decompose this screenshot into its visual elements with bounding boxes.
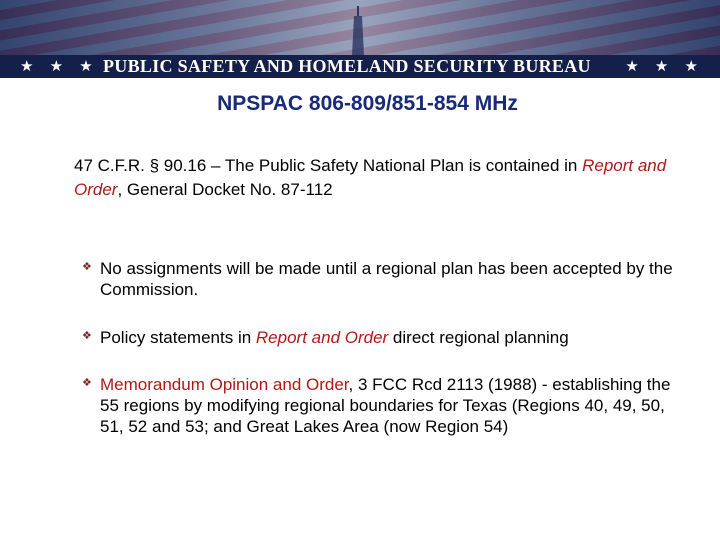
bureau-band	[0, 55, 720, 78]
bullet-memorandum: Memorandum Opinion and Order	[100, 375, 349, 394]
diamond-bullet-icon: ❖	[82, 377, 92, 389]
bullet-post: , 3 FCC Rcd 2113 (1988) - establishing the 55 regions by modifying regional boundaries for Texas (Regions 40, 49, 50, 51, 52 and 53; and Great Lakes Area (now Region 54)	[100, 375, 671, 436]
diamond-bullet-icon: ❖	[82, 330, 92, 342]
bullet-report-and-order: Report and Order	[255, 328, 389, 347]
bullet-text	[100, 327, 685, 348]
intro-text-2: , General Docket No. 87-112	[117, 180, 333, 199]
bullet-post: direct regional planning	[388, 328, 569, 347]
intro-report-and-order: Report and Order	[74, 156, 667, 199]
bullet-pre: Policy statements in	[100, 328, 256, 347]
header-banner	[0, 0, 720, 78]
bullet-text	[100, 374, 685, 437]
diamond-bullet-icon: ❖	[82, 261, 92, 273]
intro-paragraph	[74, 154, 674, 202]
slide-title: NPSPAC 806-809/851-854 MHz	[217, 92, 518, 115]
capitol-dome-icon	[350, 6, 366, 56]
intro-text-1: 47 C.F.R. § 90.16 – The Public Safety National Plan is contained in	[74, 156, 583, 175]
bullet-text: No assignments will be made until a regional plan has been accepted by the Commission.	[100, 259, 673, 299]
stars-left: ★ ★ ★	[20, 58, 99, 75]
stars-right: ★ ★ ★	[625, 58, 704, 75]
bureau-name: PUBLIC SAFETY AND HOMELAND SECURITY BUREAU	[103, 56, 591, 76]
